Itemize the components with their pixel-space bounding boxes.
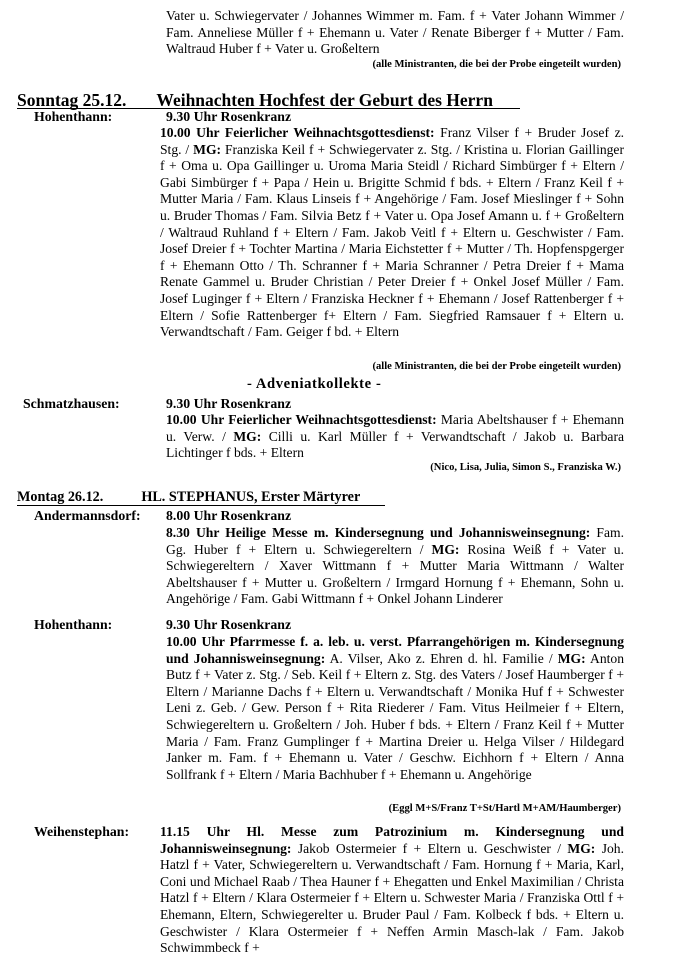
day-header-monday (17, 489, 360, 506)
place-label: Weihenstephan: (34, 824, 130, 839)
collection-notice: - Adveniatkollekte - (247, 376, 382, 392)
intentions-text: Franziska Keil f + Schwiegervater z. Stg. / Kristina u. Florian Gaillinger f + Oma u. Opa Gaillinger u. Uroma Maria Steidl / Richard Simbürger f + Eltern / Gabi Simbürger f + Papa / Hein u. Brigitte Schmid f bds. + Eltern / Franz Keil f + Mutter Maria / Fam. Klaus Linseis f + Angehörige / Fam. Josef Mieslinger f + Sohn u. Bruder Thomas / Fam. Silvia Betz f + Vater u. Opa Josef Amann u. f + Großeltern / Waltraud Ruhland f + Eltern / Fam. Jakob Veitl f + Eltern u. Geschwister / Fam. Josef Dreier f + Tochter Martina / Maria Eichstetter f + Mutter / Th. Hopfenspgerger f + Ehemann Otto / Th. Schranner f + Maria Schranner / Petra Dreier f + Mama Renate Gammel u. Bruder Christian / Peter Dreier f + Onkel Josef Müller / Fam. Josef Luginger f + Eltern / Franziska Heckner f + Ehemann / Josef Rattenberger f + Eltern / Sofie Rattenberger f+ Eltern / Fam. Siegfried Ramsauer f + Eltern u. Verwandtschaft / Fam. Geiger f bd. + Eltern (160, 141, 624, 340)
rosary-time: 9.30 Uhr Rosenkranz (166, 396, 292, 411)
feast-title: HL. STEPHANUS, Erster Märtyrer (141, 489, 361, 505)
rosary-time: 9.30 Uhr Rosenkranz (166, 617, 292, 632)
intentions-text: Rosina Weiß f + Vater u. Schwiegereltern / Xaver Wittmann f + Mutter Maria Wittmann / Walter Abeltshauser f + Mutter u. Großeltern / Irmgard Hornung f + Ehemann, Sohn u. Angehörige / Fam. Gabi Wittmann f + Onkel Johann Linderer (166, 541, 625, 607)
mg-label: MG: (431, 541, 460, 557)
mass-intentions (166, 525, 624, 608)
place-label: Hohenthann: (34, 617, 113, 632)
altar-servers-note: (alle Ministranten, die bei der Probe eingeteilt wurden) (372, 59, 621, 70)
mg-label: MG: (567, 840, 596, 856)
place-label: Schmatzhausen: (23, 396, 120, 411)
intentions-text: Jakob Ostermeier f + Eltern u. Geschwister / (291, 840, 568, 856)
intentions-text: Maria Abeltshauser f + Ehemann u. Verw. / (166, 412, 625, 444)
day-date: Montag 26.12. (17, 489, 104, 505)
header-underline (17, 505, 385, 506)
mass-intentions (160, 824, 624, 957)
mass-intentions (166, 634, 624, 783)
feast-title: Weihnachten Hochfest der Geburt des Herrn (156, 90, 493, 110)
place-label: Andermannsdorf: (34, 508, 141, 523)
altar-servers-note: (Eggl M+S/Franz T+St/Hartl M+AM/Haumberger) (388, 803, 621, 814)
place-label: Hohenthann: (34, 109, 113, 124)
mass-intentions (160, 125, 624, 341)
intentions-text: A. Vilser, Ako z. Ehren d. hl. Familie / (325, 650, 558, 666)
mg-label: MG: (557, 650, 586, 666)
day-header-sunday (17, 90, 493, 110)
mass-label: 8.30 Uhr Heilige Messe m. Kindersegnung und Johannisweinsegnung: (166, 525, 591, 540)
altar-servers-note: (alle Ministranten, die bei der Probe eingeteilt wurden) (372, 361, 621, 372)
mass-intentions (166, 412, 624, 462)
intentions-text: Cilli u. Karl Müller f + Verwandtschaft / Jakob u. Barbara Lichtinger f bds. + Eltern (166, 428, 625, 461)
mg-label: MG: (193, 141, 222, 157)
mass-label: 11.15 Uhr Hl. Messe zum Patrozinium m. Kindersegnung und Johannisweinsegnung: (160, 824, 624, 856)
rosary-time: 8.00 Uhr Rosenkranz (166, 508, 292, 523)
intentions-text: Fam. Gg. Huber f + Eltern u. Schwiegereltern / (166, 525, 625, 557)
mg-label: MG: (233, 428, 262, 444)
intentions-continued: Vater u. Schwiegervater / Johannes Wimmer m. Fam. f + Vater Johann Wimmer / Fam. Anneliese Müller f + Ehemann u. Vater / Renate Biberger f + Mutter / Fam. Waltraud Huber f + Vater u. Großeltern (166, 8, 624, 57)
intentions-text: Franz Vilser f + Bruder Josef z. Stg. / (160, 125, 624, 157)
intentions-text: Joh. Hatzl f + Vater, Schwiegereltern u. Verwandtschaft / Fam. Hornung f + Maria, Karl, Coni und Michael Raab / Thea Hauner f + Ehegatten und Enkel Maximilian / Christa Hatzl f + Eltern / Klara Ostermeier f + Eltern u. Schwester Maria / Franziska Ottl f + Ehemann, Eltern, Schwiegerelter u. Bruder Paul / Fam. Kolbeck f bds. + Eltern u. Geschwister / Klara Ostermeier f + Neffen Armin Masch-lak / Fam. Jakob Schwimmbeck f + (160, 840, 624, 956)
mass-label: 10.00 Uhr Feierlicher Weihnachtsgottesdienst: (166, 412, 437, 427)
mass-label: 10.00 Uhr Pfarrmesse f. a. leb. u. verst. Pfarrangehörigen m. Kindersegnung und Johannisweinsegnung: (166, 634, 624, 666)
mass-label: 10.00 Uhr Feierlicher Weihnachtsgottesdienst: (160, 125, 435, 140)
rosary-time: 9.30 Uhr Rosenkranz (166, 109, 292, 124)
intentions-text: Anton Butz f + Vater z. Stg. / Seb. Keil f + Eltern z. Stg. des Vaters / Josef Haumberger f + Eltern / Marianne Dachs f + Eltern u. Verwandtschaft / Monika Huf f + Schwester Leni z. Geb. / Gew. Person f + Rita Riederer / Fam. Vitus Heilmeier f + Eltern, Schwiegereltern u. Großeltern / Joh. Huber f bds. + Eltern / Franz Keil f + Mutter Maria / Fam. Franz Gumplinger f + Martina Dreier u. Helga Vilser / Hildegard Janker m. Fam. f + Ehemann u. Vater / Geschw. Eichhorn f + Eltern / Anna Sollfrank f + Eltern / Maria Bachhuber f + Ehemann u. Angehörige (166, 650, 624, 782)
altar-servers-note: (Nico, Lisa, Julia, Simon S., Franziska W.) (430, 462, 621, 473)
day-date: Sonntag 25.12. (17, 90, 127, 110)
